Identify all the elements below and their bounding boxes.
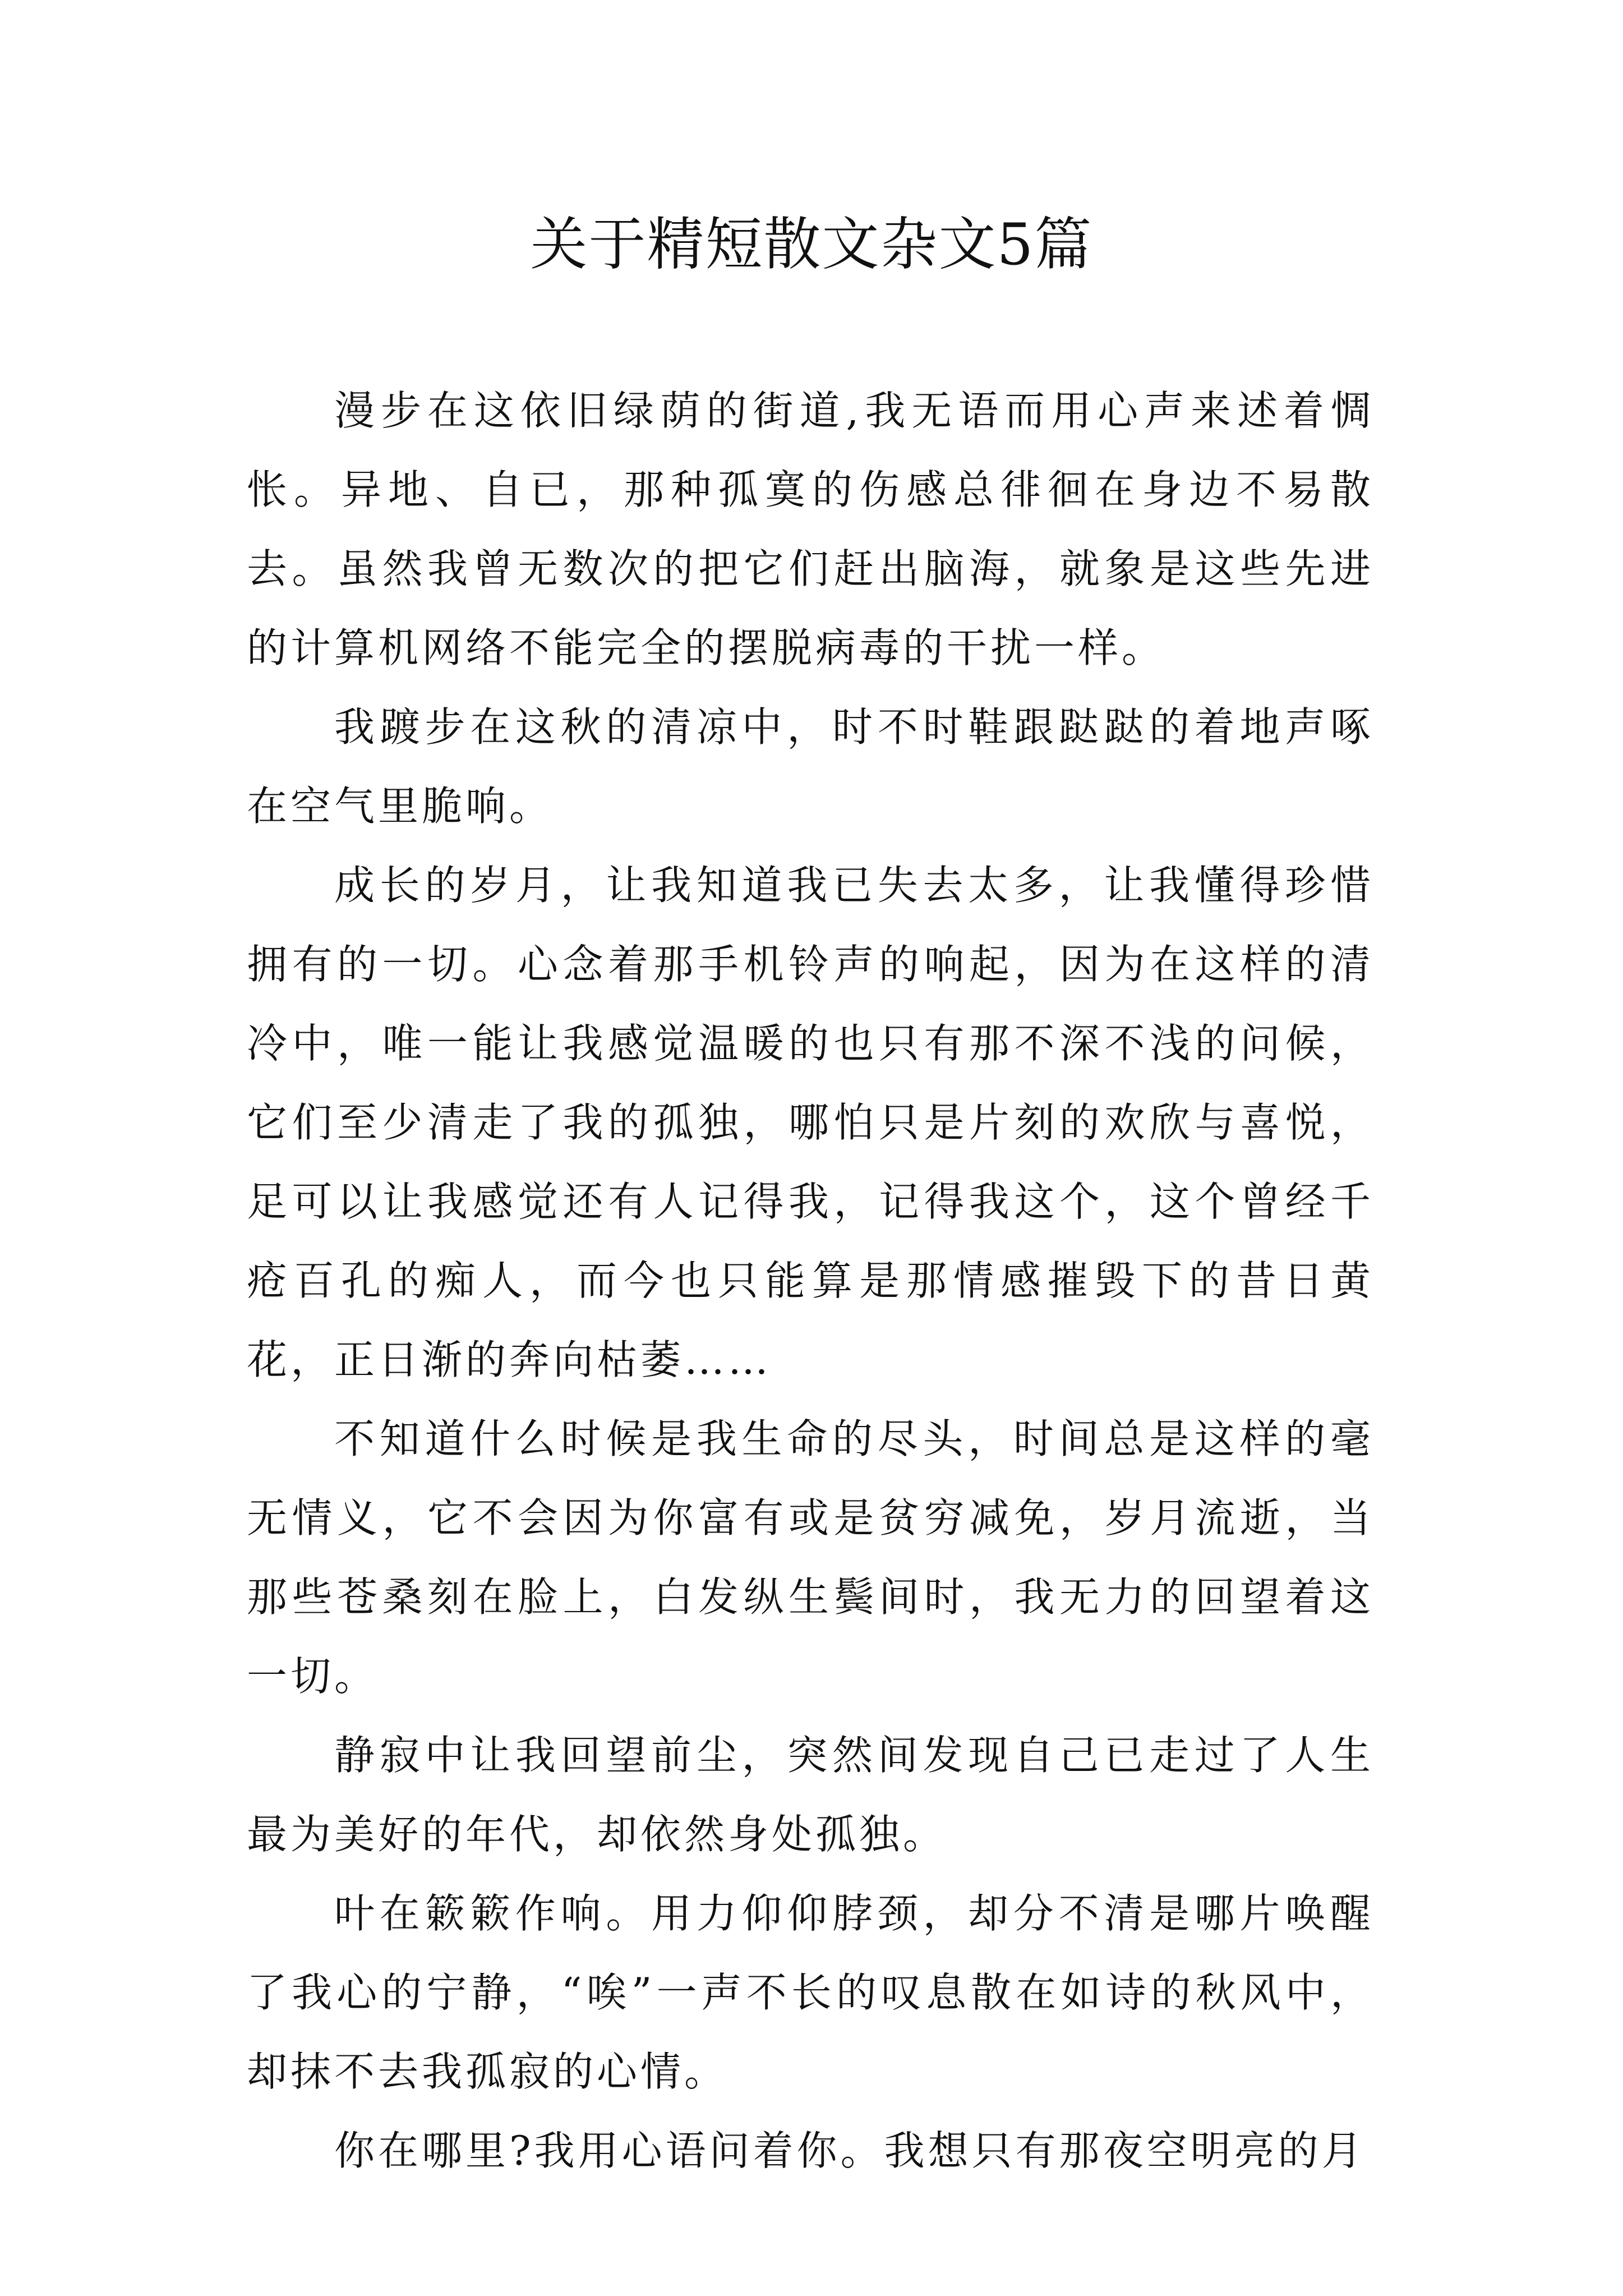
paragraph-4: 不知道什么时候是我生命的尽头，时间总是这样的毫无情义，它不会因为你富有或是贫穷减免，岁月流逝，当那些苍桑刻在脸上，白发纵生鬓间时，我无力的回望着这一切。 — [247, 1415, 1374, 1700]
paragraph-2: 我踱步在这秋的清凉中，时不时鞋跟跶跶的着地声啄在空气里脆响。 — [247, 703, 1374, 830]
document-body — [247, 371, 1374, 2191]
paragraph-3: 成长的岁月，让我知道我已失去太多，让我懂得珍惜拥有的一切。心念着那手机铃声的响起，因为在这样的清冷中，唯一能让我感觉温暖的也只有那不深不浅的问候，它们至少清走了我的孤独，哪怕只是片刻的欢欣与喜悦，足可以让我感觉还有人记得我，记得我这个，这个曾经千疮百孔的痴人，而今也只能算是那情感摧毁下的昔日黄花，正日渐的奔向枯萎…… — [247, 862, 1374, 1383]
paragraph-6: 叶在簌簌作响。用力仰仰脖颈，却分不清是哪片唤醒了我心的宁静，“唉”一声不长的叹息散在如诗的秋风中，却抹不去我孤寂的心情。 — [247, 1890, 1374, 2095]
paragraph-7: 你在哪里?我用心语问着你。我想只有那夜空明亮的月 — [334, 2127, 1366, 2174]
document-title: 关于精短散文杂文5篇 — [530, 211, 1093, 278]
paragraph-1: 漫步在这依旧绿荫的街道,我无语而用心声来述着惆怅。异地、自已，那种孤寞的伤感总徘徊在身边不易散去。虽然我曾无数次的把它们赶出脑海，就象是这些先进的计算机网络不能完全的摆脱病毒的干扰一样。 — [247, 387, 1374, 671]
paragraph-5: 静寂中让我回望前尘，突然间发现自己已走过了人生最为美好的年代，却依然身处孤独。 — [247, 1732, 1374, 1858]
